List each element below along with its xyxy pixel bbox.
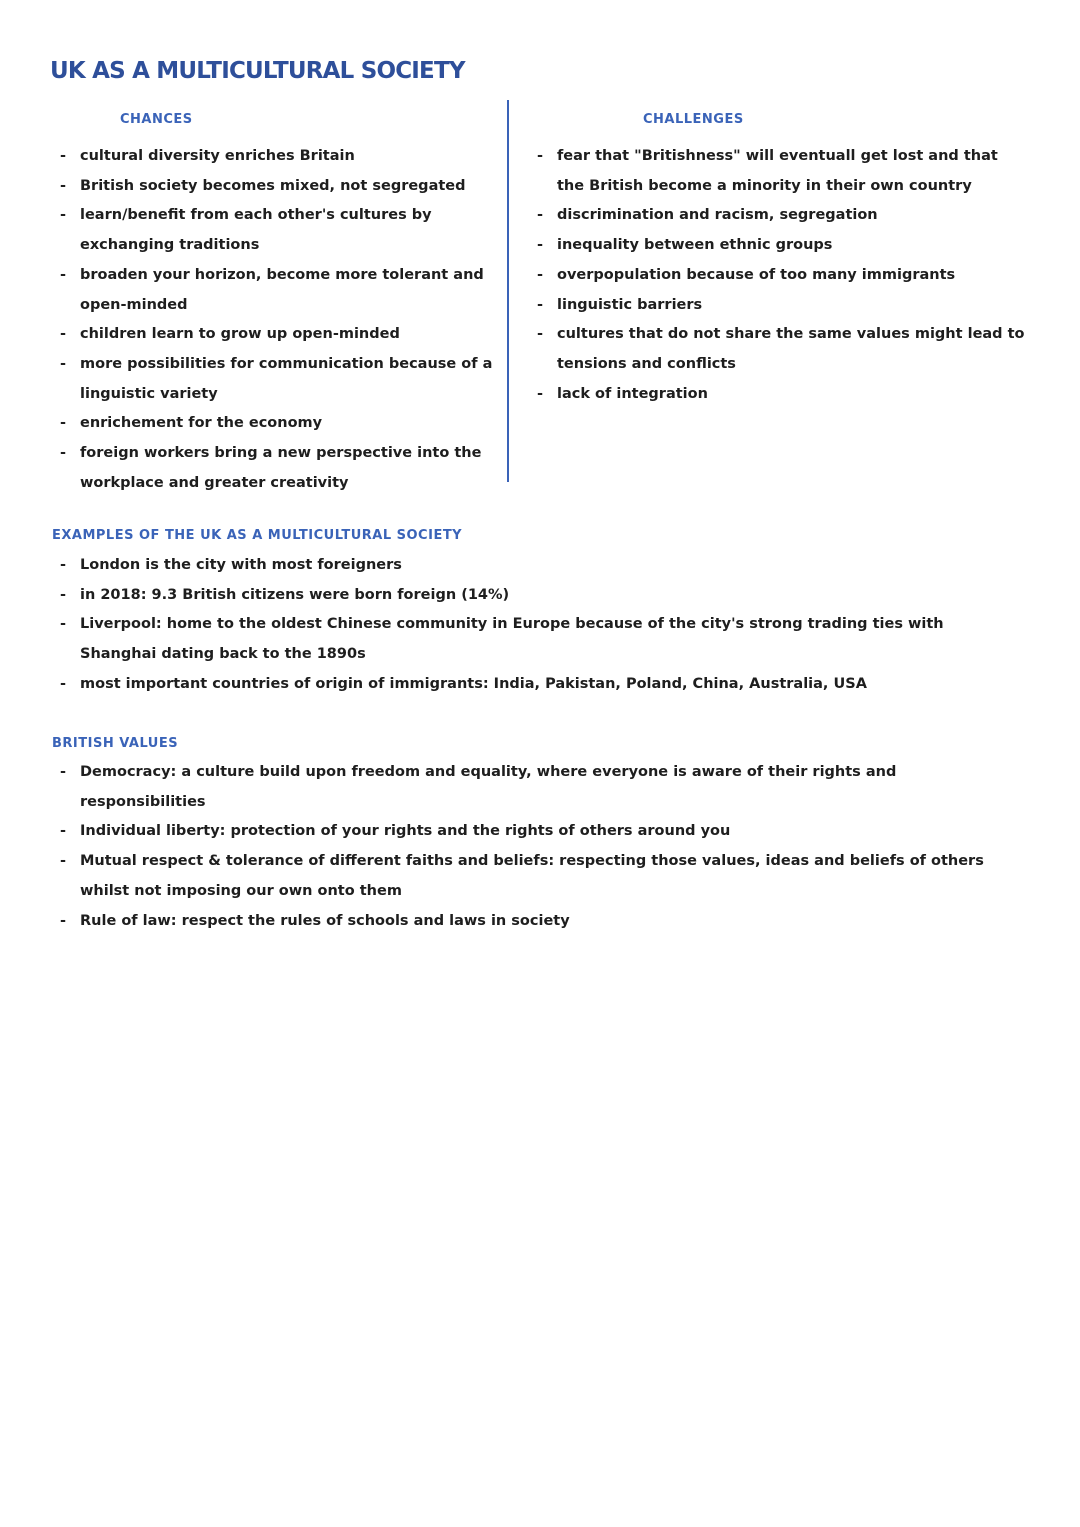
examples-heading: EXAMPLES OF THE UK AS A MULTICULTURAL SOCIETY bbox=[52, 528, 463, 543]
chances-column bbox=[58, 112, 503, 498]
list-item: - enrichement for the economy bbox=[58, 409, 503, 439]
chances-heading: CHANCES bbox=[120, 112, 193, 127]
list-item: - inequality between ethnic groups bbox=[535, 231, 1025, 261]
list-item: - British society becomes mixed, not segregated bbox=[58, 172, 503, 202]
list-item: - cultures that do not share the same values might lead to tensions and conflicts bbox=[535, 320, 1025, 379]
list-item: - London is the city with most foreigners bbox=[58, 551, 988, 581]
challenges-heading: CHALLENGES bbox=[643, 112, 744, 127]
british-values-list bbox=[58, 758, 1008, 936]
list-item: - Rule of law: respect the rules of schools and laws in society bbox=[58, 907, 1008, 937]
list-item: - Mutual respect & tolerance of different faiths and beliefs: respecting those values, ideas and beliefs of others whilst not imposing our own onto them bbox=[58, 847, 1008, 906]
challenges-list bbox=[535, 142, 1025, 409]
list-item: - broaden your horizon, become more tolerant and open-minded bbox=[58, 261, 503, 320]
list-item: - Democracy: a culture build upon freedom and equality, where everyone is aware of their rights and responsibilities bbox=[58, 758, 1008, 817]
list-item: - discrimination and racism, segregation bbox=[535, 201, 1025, 231]
list-item: - children learn to grow up open-minded bbox=[58, 320, 503, 350]
column-divider bbox=[507, 100, 509, 482]
examples-list bbox=[58, 551, 988, 700]
page-title: UK AS A MULTICULTURAL SOCIETY bbox=[50, 58, 465, 84]
list-item: - linguistic barriers bbox=[535, 291, 1025, 321]
chances-list bbox=[58, 142, 503, 498]
list-item: - Individual liberty: protection of your rights and the rights of others around you bbox=[58, 817, 1008, 847]
challenges-column bbox=[535, 112, 1025, 409]
list-item: - fear that "Britishness" will eventuall get lost and that the British become a minority in their own country bbox=[535, 142, 1025, 201]
list-item: - Liverpool: home to the oldest Chinese community in Europe because of the city's strong trading ties with Shanghai dating back to the 1890s bbox=[58, 610, 988, 669]
list-item: - learn/benefit from each other's cultures by exchanging traditions bbox=[58, 201, 503, 260]
list-item: - overpopulation because of too many immigrants bbox=[535, 261, 1025, 291]
list-item: - more possibilities for communication because of a linguistic variety bbox=[58, 350, 503, 409]
british-values-heading: BRITISH VALUES bbox=[52, 736, 179, 751]
list-item: - foreign workers bring a new perspective into the workplace and greater creativity bbox=[58, 439, 503, 498]
list-item: - most important countries of origin of immigrants: India, Pakistan, Poland, China, Australia, USA bbox=[58, 670, 988, 700]
list-item: - lack of integration bbox=[535, 380, 1025, 410]
list-item: - in 2018: 9.3 British citizens were born foreign (14%) bbox=[58, 581, 988, 611]
list-item: - cultural diversity enriches Britain bbox=[58, 142, 503, 172]
